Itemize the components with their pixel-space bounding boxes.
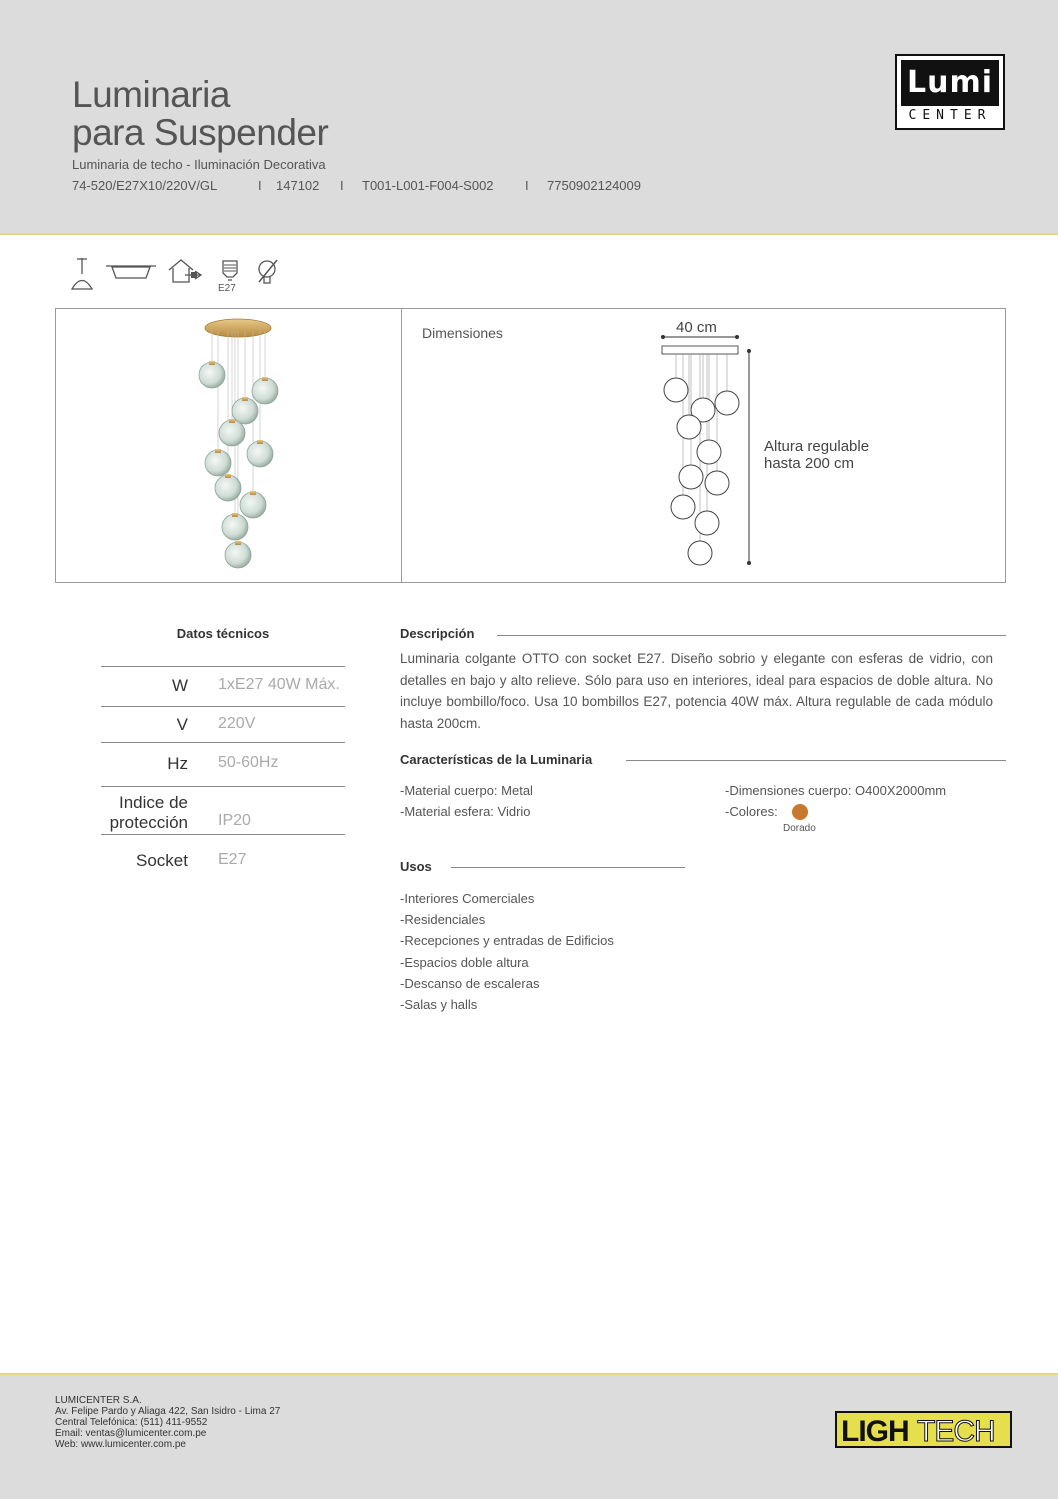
tech-key: Socket <box>136 851 188 870</box>
product-photo <box>190 315 290 575</box>
tech-value: 50-60Hz <box>218 754 279 771</box>
page-title: Luminaria para Suspender <box>72 74 329 153</box>
product-codes <box>72 178 641 193</box>
lightech-logo: LIGH TECH <box>835 1411 1012 1448</box>
description-text: Luminaria colgante OTTO con socket E27. Diseño sobrio y elegante con esferas de vidrio, con detalles en bajo y alto relieve. Sólo para uso en interiores, ideal para espacios de doble altura. No incluye bombillo/foco. Usa 10 bombillos E27, potencia 40W máx. Altura regulable de cada módulo hasta 200cm. <box>400 651 993 731</box>
barcode-number: 7750902124009 <box>547 178 641 193</box>
section-rule <box>451 867 685 868</box>
tech-key: Indice de protección <box>109 793 188 832</box>
company-address <box>55 1395 280 1450</box>
material-sphere: -Material esfera: Vidrio <box>400 804 531 819</box>
dimensions-body: -Dimensiones cuerpo: O400X2000mm <box>725 783 947 798</box>
tech-value: E27 <box>218 851 247 868</box>
indoor-icon <box>167 258 203 284</box>
no-dimmable-icon <box>255 258 279 286</box>
section-rule <box>626 760 1006 761</box>
tech-key: Hz <box>167 754 188 773</box>
tech-row <box>101 834 345 875</box>
separator: I <box>525 178 529 193</box>
height-dimension-label: Altura regulable hasta 200 cm <box>764 438 870 472</box>
page-subtitle: Luminaria de techo - Iluminación Decorativa <box>72 157 326 172</box>
item-code: 147102 <box>276 178 320 193</box>
bulb-type-label: E27 <box>218 283 236 294</box>
reference-code: T001-L001-F004-S002 <box>362 178 494 193</box>
characteristics-title: Características de la Luminaria <box>400 752 602 767</box>
tech-key: W <box>171 676 188 695</box>
dimensions-label: Dimensiones <box>422 325 503 341</box>
tech-value: 1xE27 40W Máx. <box>218 676 340 693</box>
phone-line: Central Telefónica: (511) 411-9552 <box>55 1417 208 1428</box>
list-item: -Salas y halls <box>400 997 478 1012</box>
ceiling-surface-icon <box>106 264 156 280</box>
tech-row <box>101 666 345 707</box>
tech-row <box>101 786 345 835</box>
section-rule <box>497 635 1006 636</box>
separator: I <box>258 178 262 193</box>
address-line: Av. Felipe Pardo y Aliaga 422, San Isidro - Lima 27 <box>55 1406 281 1417</box>
tech-value: 220V <box>218 715 256 732</box>
width-dimension-label: 40 cm <box>676 319 717 336</box>
colors-label: -Colores: <box>725 804 778 819</box>
company-name: LUMICENTER S.A. <box>55 1395 142 1406</box>
dimension-drawing <box>655 333 765 573</box>
list-item: -Recepciones y entradas de Edificios <box>400 933 614 948</box>
list-item: -Interiores Comerciales <box>400 891 535 906</box>
tech-key: V <box>176 715 188 734</box>
tech-data-title: Datos técnicos <box>176 626 270 641</box>
tech-row <box>101 742 345 787</box>
model-code: 74-520/E27X10/220V/GL <box>72 178 218 193</box>
pendant-icon <box>70 258 94 290</box>
web-line: Web: www.lumicenter.com.pe <box>55 1439 186 1450</box>
uses-title: Usos <box>400 859 442 874</box>
tech-value: IP20 <box>218 812 251 829</box>
color-name: Dorado <box>783 823 816 834</box>
tech-row <box>101 706 345 743</box>
description-title: Descripción <box>400 626 484 641</box>
panel-divider <box>401 308 402 583</box>
list-item: -Descanso de escaleras <box>400 976 540 991</box>
lumicenter-logo: Lumi CENTER <box>895 54 1005 130</box>
list-item: -Espacios doble altura <box>400 955 529 970</box>
email-line: Email: ventas@lumicenter.com.pe <box>55 1428 207 1439</box>
list-item: -Residenciales <box>400 912 486 927</box>
color-swatch <box>792 804 808 820</box>
separator: I <box>340 178 344 193</box>
material-body: -Material cuerpo: Metal <box>400 783 533 798</box>
e27-bulb-icon <box>220 257 240 283</box>
